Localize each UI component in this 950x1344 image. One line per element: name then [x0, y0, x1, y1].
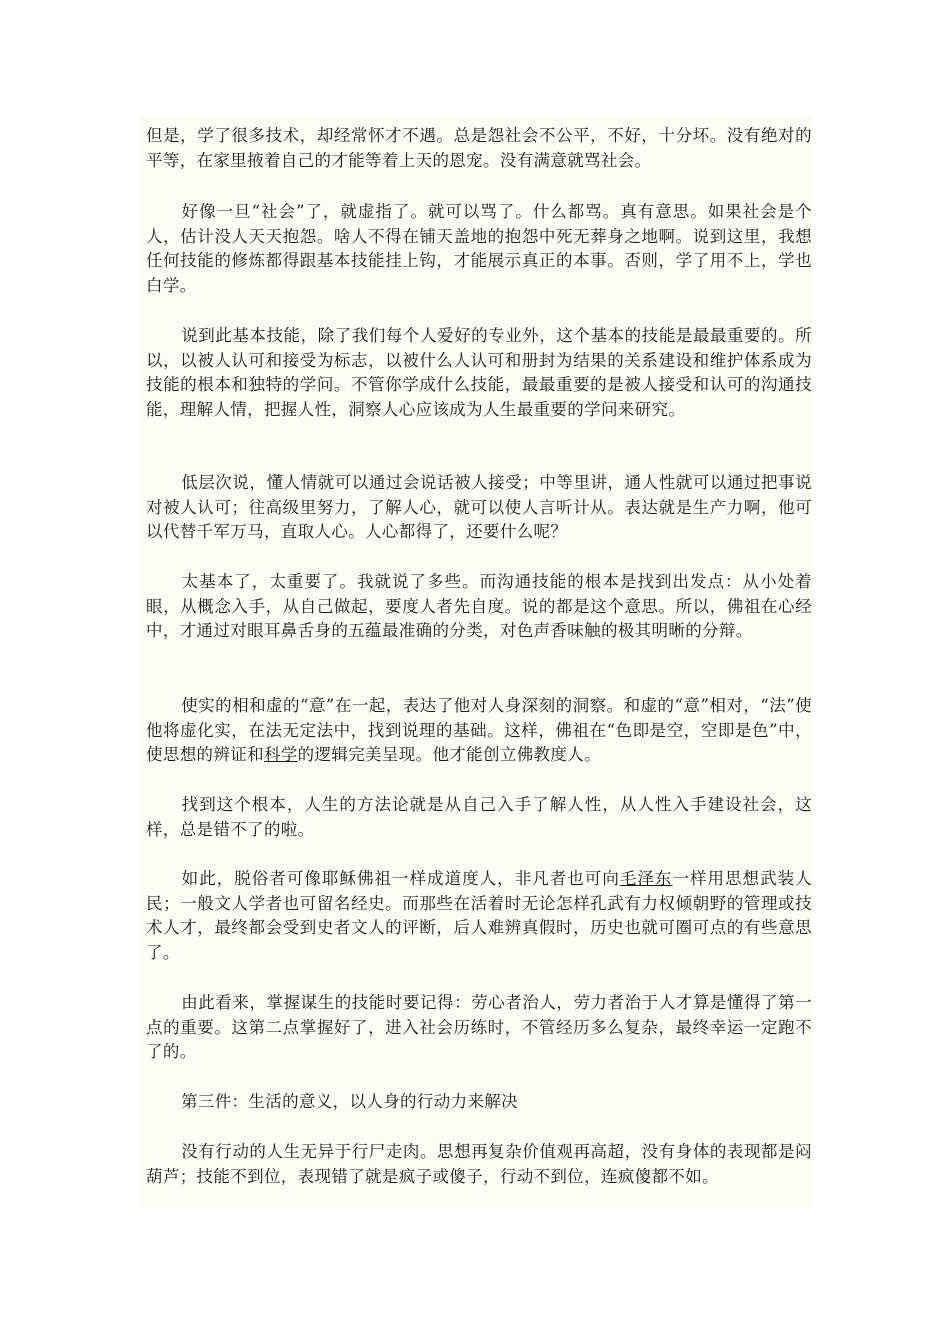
- paragraph-2: [146, 200, 812, 298]
- document-body: [140, 116, 812, 1208]
- paragraph-5-text: 太基本了，太重要了。我就说了多些。而沟通技能的根本是找到出发点：从小处着眼，从概念入手，从自己做起，要度人者先自度。说的都是这个意思。所以，佛祖在心经中，才通过对眼耳鼻舌身的五蕴最准确的分类，对色声香味触的极其明晰的分辩。: [146, 572, 812, 640]
- paragraph-2-text: 好像一旦“社会”了，就虚指了。就可以骂了。什么都骂。真有意思。如果社会是个人，估计没人天天抱怨。啥人不得在铺天盖地的抱怨中死无葬身之地啊。说到这里，我想任何技能的修炼都得跟基本技能挂上钩，才能展示真正的本事。否则，学了用不上，学也白学。: [146, 202, 812, 295]
- paragraph-7-text: 找到这个根本，人生的方法论就是从自己入手了解人性，从人性入手建设社会，这样，总是错不了的啦。: [146, 795, 812, 839]
- paragraph-6-text-b: 的逻辑完美呈现。他才能创立佛教度人。: [297, 745, 601, 764]
- paragraph-5: [146, 570, 812, 644]
- paragraph-8: [146, 867, 812, 965]
- paragraph-11-text: 没有行动的人生无异于行尸走肉。思想再复杂价值观再高超，没有身体的表现都是闷葫芦；技能不到位，表现错了就是疯子或傻子，行动不到位，连疯傻都不如。: [146, 1142, 812, 1186]
- paragraph-9-text: 由此看来，掌握谋生的技能时要记得：劳心者治人，劳力者治于人才算是懂得了第一点的重要。这第二点掌握好了，进入社会历练时，不管经历多么复杂，最终幸运一定跑不了的。: [146, 993, 812, 1061]
- paragraph-8-text-a: 如此，脱俗者可像耶稣佛祖一样成道度人，非凡者也可向: [181, 869, 620, 888]
- paragraph-1-text: 但是，学了很多技术，却经常怀才不遇。总是怨社会不公平，不好，十分坏。没有绝对的平等，在家里掖着自己的才能等着上天的恩宠。没有满意就骂社会。: [146, 126, 812, 170]
- paragraph-3: [146, 324, 812, 422]
- section-heading-text: 第三件：生活的意义，以人身的行动力来解决: [181, 1092, 518, 1111]
- paragraph-1: [146, 124, 812, 173]
- paragraph-4: [146, 471, 812, 545]
- paragraph-8-text-b: 一样用思想武装人民；一般文人学者也可留名经史。而那些在活着时无论怎样孔武有力权倾朝野的管理或技术人才，最终都会受到史者文人的评断，后人难辨真假时，历史也就可圈可点的有些意思了。: [146, 869, 812, 962]
- paragraph-6: [146, 694, 812, 768]
- paragraph-4-text: 低层次说，懂人情就可以通过会说话被人接受；中等里讲，通人性就可以通过把事说对被人认可；往高级里努力，了解人心，就可以使人言听计从。表达就是生产力啊，他可以代替千军万马，直取人心。人心都得了，还要什么呢？: [146, 473, 812, 541]
- paragraph-3-text: 说到此基本技能，除了我们每个人爱好的专业外，这个基本的技能是最最重要的。所以，以被人认可和接受为标志，以被什么人认可和册封为结果的关系建设和维护体系成为技能的根本和独特的学问。不管你学成什么技能，最最重要的是被人接受和认可的沟通技能，理解人情，把握人性，洞察人心应该成为人生最重要的学问来研究。: [146, 326, 812, 419]
- mao-zedong-link[interactable]: 毛泽东: [619, 869, 673, 888]
- paragraph-6-text-a: 使实的相和虚的“意”在一起，表达了他对人身深刻的洞察。和虚的“意”相对，“法”使他将虚化实，在法无定法中，找到说理的基础。这样，佛祖在“色即是空，空即是色”中，使思想的辨证和: [146, 696, 812, 764]
- paragraph-7: [146, 793, 812, 842]
- paragraph-11: [146, 1140, 812, 1189]
- science-link[interactable]: 科学: [263, 745, 298, 764]
- paragraph-9: [146, 991, 812, 1065]
- section-heading-third: [146, 1090, 812, 1115]
